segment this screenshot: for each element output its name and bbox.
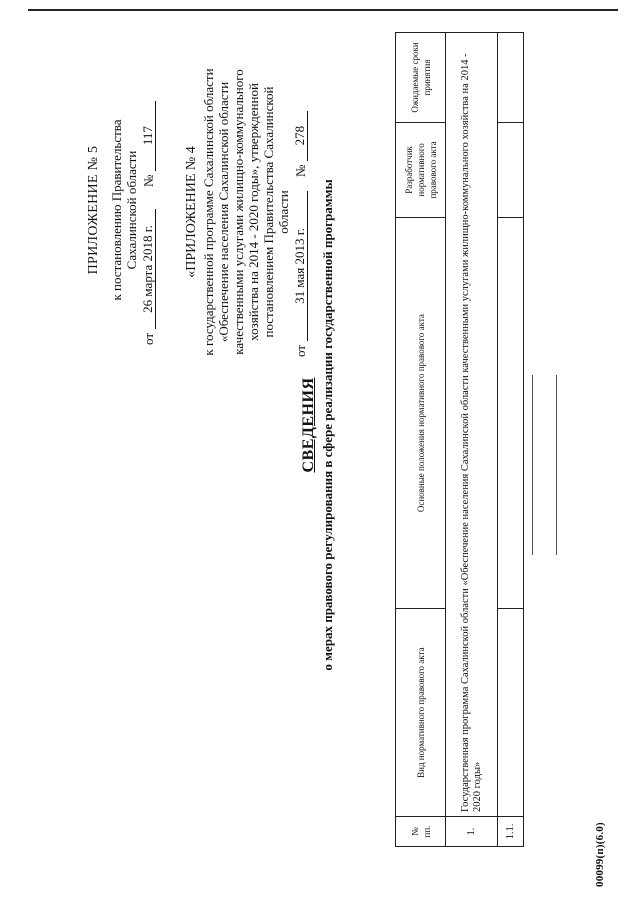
appendix-4-block — [184, 67, 308, 357]
header-expected-terms: Ожидаемые сроки принятия — [396, 33, 446, 123]
document-heading — [300, 45, 336, 805]
cell-empty — [498, 33, 524, 123]
appendix-4-from: от — [293, 344, 308, 357]
appendix-5-from: от — [141, 332, 156, 345]
separator-line — [532, 375, 533, 555]
appendix-5-block — [86, 75, 156, 345]
cell-empty — [498, 122, 524, 217]
row-num: 1.1. — [498, 817, 524, 847]
header-num: № пп. — [396, 817, 446, 847]
heading-title: СВЕДЕНИЯ — [300, 377, 317, 473]
row-text: Государственная программа Сахалинской области «Обеспечение населения Сахалинской области качественными услугами жилищно-коммунального хозяйства на 2014 - 2020 годы» — [446, 33, 498, 817]
appendix-4-body: к государственной программе Сахалинской области «Обеспечение населения Сахалинской области качественными услугами жилищно-коммунального хозяйства на 2014 - 2020 годы», утвержденной постановлением Правительства Сахалинской области — [201, 68, 291, 356]
appendix-5-line2: Сахалинской области — [124, 150, 139, 270]
appendix-4-num-sign: № — [293, 164, 308, 177]
appendix-5-number: 117 — [140, 101, 156, 171]
footer-code: 00099(п)(6.0) — [594, 822, 606, 887]
appendix-5-num-sign: № — [141, 174, 156, 187]
heading-subtitle: о мерах правового регулирования в сфере реализации государственной программы — [320, 179, 335, 671]
appendix-5-date: 26 марта 2018 г. — [140, 209, 156, 329]
separator-line — [556, 375, 557, 555]
table-row — [498, 33, 524, 847]
appendix-4-date: 31 мая 2013 г. — [292, 191, 308, 341]
header-main-provisions: Основные положения нормативного правового акта — [396, 217, 446, 608]
header-act-type: Вид нормативного правового акта — [396, 609, 446, 817]
appendix-4-title: «ПРИЛОЖЕНИЕ № 4 — [184, 146, 199, 278]
cell-empty — [498, 217, 524, 608]
row-num: 1. — [446, 817, 498, 847]
appendix-5-line1: к постановлению Правительства — [109, 119, 124, 301]
cell-empty — [498, 609, 524, 817]
header-developer: Разработчик нормативного правового акта — [396, 122, 446, 217]
appendix-5-date-line — [140, 75, 156, 345]
table-row — [446, 33, 498, 847]
appendix-5-title: ПРИЛОЖЕНИЕ № 5 — [86, 145, 101, 275]
measures-table — [395, 32, 524, 847]
appendix-4-number: 278 — [292, 111, 308, 161]
table-header-row — [396, 33, 446, 847]
